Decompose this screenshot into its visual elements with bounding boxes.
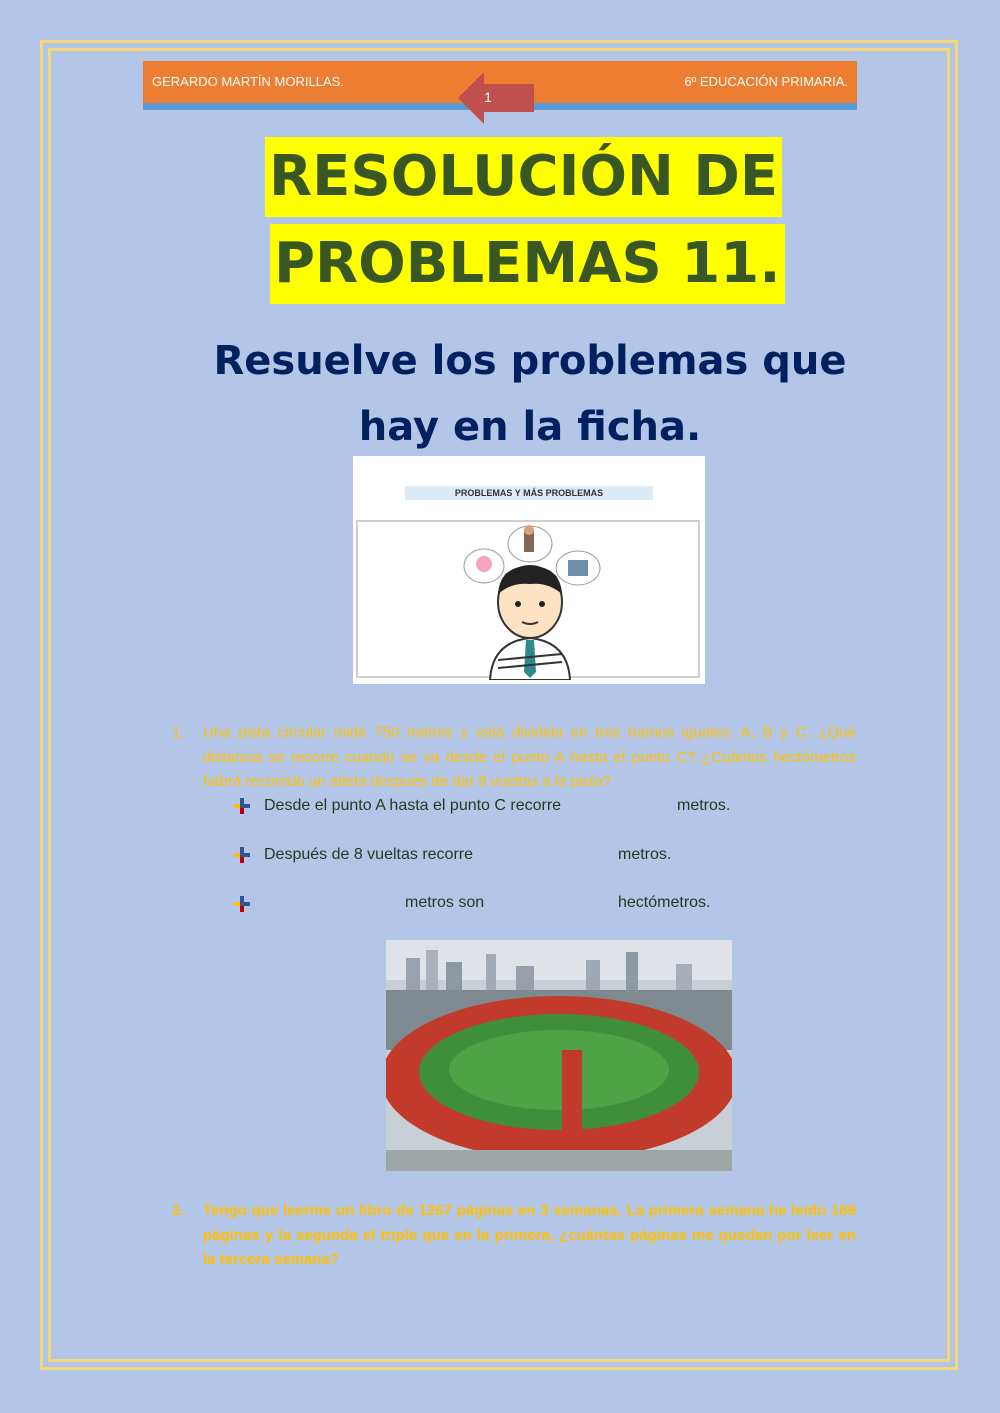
subtitle xyxy=(200,328,860,460)
thinking-boy-illustration xyxy=(358,522,702,680)
subtitle-line-2: hay en la ficha. xyxy=(358,404,702,450)
problem-1-text: Una pista circular mide 750 metros y está dividida en tres tramos iguales: A, B y C. ¿Qué distancia se recorre cuando se va desde el punto A hasta el punto C? ¿Cuántos hectómetros habrá recorrido un atleta después de dar 8 vueltas a la pista? xyxy=(203,724,856,790)
header-grade: 6º EDUCACIÓN PRIMARIA. xyxy=(684,74,848,89)
problem-2-number: 2. xyxy=(172,1202,185,1219)
worksheet-card-image xyxy=(353,456,705,684)
subtitle-line-1: Resuelve los problemas que xyxy=(213,338,847,384)
bullet-arrow-icon xyxy=(234,798,250,814)
answer-2-prefix: Después de 8 vueltas recorre xyxy=(264,846,473,863)
stadium-photo xyxy=(386,940,732,1171)
answer-1-prefix: Desde el punto A hasta el punto C recorre xyxy=(264,797,562,814)
bullet-arrow-icon xyxy=(234,847,250,863)
header-author: GERARDO MARTÍN MORILLAS. xyxy=(152,74,344,89)
answer-2-suffix: metros. xyxy=(618,846,672,863)
problem-1-number: 1. xyxy=(172,724,185,741)
card-illustration-box xyxy=(356,520,700,678)
title-line-1: RESOLUCIÓN DE xyxy=(265,137,782,217)
bullet-arrow-icon xyxy=(234,896,250,912)
problem-2-text: Tengo que leerme un libro de 1267 páginas en 3 semanas. La primera semana he leído 189 páginas y la segunda el triple que en la primera, ¿cuántas páginas me quedan por leer en la tercera semana? xyxy=(203,1202,856,1268)
card-heading: PROBLEMAS Y MÁS PROBLEMAS xyxy=(405,486,653,500)
answer-3-middle: metros son xyxy=(405,894,485,911)
answer-3-suffix: hectómetros. xyxy=(618,894,711,911)
page-number: 1 xyxy=(484,89,492,105)
answer-1-suffix: metros. xyxy=(677,797,731,814)
title-line-2: PROBLEMAS 11. xyxy=(270,224,785,304)
